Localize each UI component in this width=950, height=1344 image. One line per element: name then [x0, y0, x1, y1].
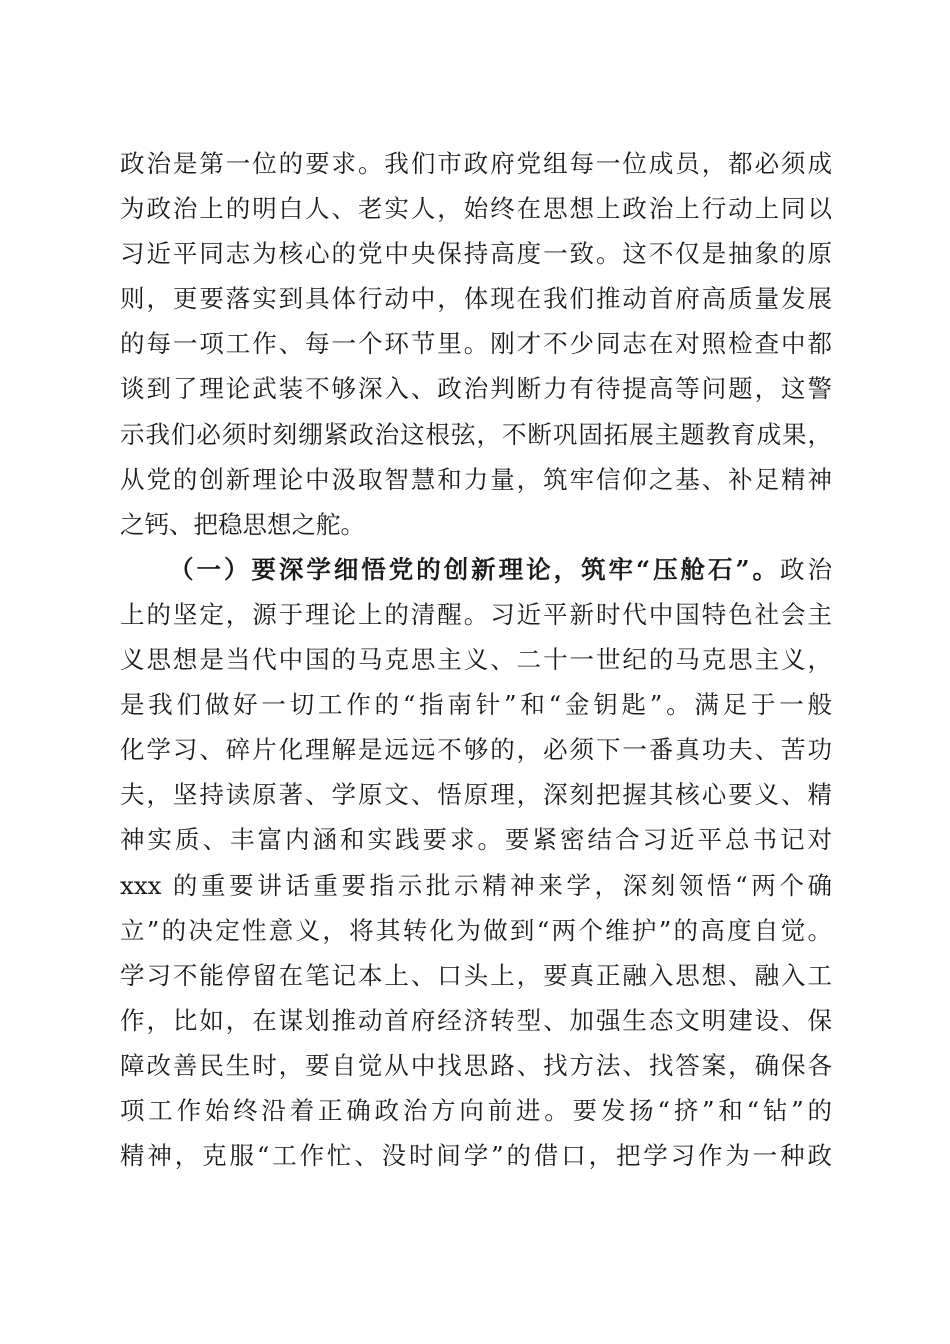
text-line: 立”的决定性意义，将其转化为做到“两个维护”的高度自觉。	[120, 915, 832, 945]
text-line: 神实质、丰富内涵和实践要求。要紧密结合习近平总书记对	[120, 825, 832, 855]
text-line: 之钙、把稳思想之舵。	[120, 509, 365, 539]
body-text	[120, 141, 832, 1178]
text-line: 障改善民生时，要自觉从中找思路、找方法、找答案，确保各	[120, 1050, 832, 1080]
text-line: 习近平同志为核心的党中央保持高度一致。这不仅是抽象的原	[120, 239, 832, 269]
text-line: 为政治上的明白人、老实人，始终在思想上政治上行动上同以	[120, 194, 832, 224]
paragraph-1	[120, 141, 832, 547]
text-line: 则，更要落实到具体行动中，体现在我们推动首府高质量发展	[120, 284, 832, 314]
heading-line-rest: 政治	[780, 554, 833, 584]
text-line: 学习不能停留在笔记本上、口头上，要真正融入思想、融入工	[120, 960, 832, 990]
text-line: 上的坚定，源于理论上的清醒。习近平新时代中国特色社会主	[120, 599, 832, 629]
text-line: 化学习、碎片化理解是远远不够的，必须下一番真功夫、苦功	[120, 735, 832, 765]
text-line: 的每一项工作、每一个环节里。刚才不少同志在对照检查中都	[120, 329, 832, 359]
section-heading: （一）要深学细悟党的创新理论，筑牢“压舱石”。	[169, 554, 781, 584]
text-line: 项工作始终沿着正确政治方向前进。要发扬“挤”和“钻”的	[120, 1095, 832, 1125]
text-line: 作，比如，在谋划推动首府经济转型、加强生态文明建设、保	[120, 1005, 832, 1035]
paragraph-2	[120, 547, 832, 1178]
text-line: xxx 的重要讲话重要指示批示精神来学，深刻领悟“两个确	[120, 870, 832, 900]
text-line: 是我们做好一切工作的“指南针”和“金钥匙”。满足于一般	[120, 690, 832, 720]
text-line: 示我们必须时刻绷紧政治这根弦，不断巩固拓展主题教育成果，	[120, 419, 832, 449]
text-line: 精神，克服“工作忙、没时间学”的借口，把学习作为一种政	[120, 1141, 832, 1171]
text-line: 谈到了理论武装不够深入、政治判断力有待提高等问题，这警	[120, 374, 832, 404]
text-line: 夫，坚持读原著、学原文、悟原理，深刻把握其核心要义、精	[120, 780, 832, 810]
text-line: 从党的创新理论中汲取智慧和力量，筑牢信仰之基、补足精神	[120, 464, 832, 494]
heading-line	[120, 547, 832, 592]
text-line: 义思想是当代中国的马克思主义、二十一世纪的马克思主义，	[120, 645, 832, 675]
text-line: 政治是第一位的要求。我们市政府党组每一位成员，都必须成	[120, 149, 832, 178]
